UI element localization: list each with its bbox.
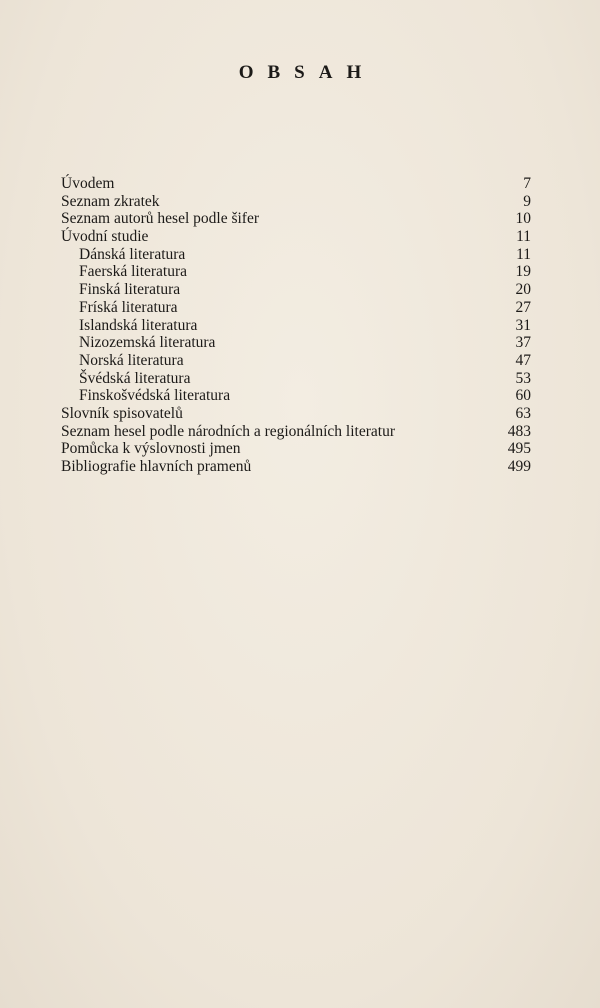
toc-subrow bbox=[61, 281, 531, 299]
toc-entry-page: 27 bbox=[515, 298, 531, 316]
toc-subrow bbox=[61, 352, 531, 370]
toc-entry-page: 20 bbox=[515, 281, 531, 299]
toc-entry-page: 19 bbox=[515, 263, 531, 281]
toc-row bbox=[61, 228, 531, 246]
toc-entry-page: 7 bbox=[523, 175, 531, 192]
toc-entry-label: Bibliografie hlavních pramenů bbox=[61, 458, 252, 475]
toc-subrow bbox=[61, 387, 531, 405]
toc-entry-page: 11 bbox=[516, 245, 531, 263]
toc-row bbox=[61, 423, 531, 441]
page-title: OBSAH bbox=[238, 62, 376, 83]
toc-entry-page: 495 bbox=[507, 440, 531, 458]
toc-subrow bbox=[61, 370, 531, 388]
toc-entry-label: Pomůcka k výslovnosti jmen bbox=[61, 440, 241, 458]
toc-entry-label: Slovník spisovatelů bbox=[61, 404, 183, 422]
toc-entry-page: 37 bbox=[515, 334, 531, 352]
toc-entry-page: 53 bbox=[515, 369, 531, 387]
toc-entry-label: Finskošvédská literatura bbox=[79, 387, 231, 405]
toc-entry-label: Faerská literatura bbox=[79, 263, 188, 281]
toc-row bbox=[61, 210, 531, 228]
toc-entry-page: 47 bbox=[515, 351, 531, 369]
toc-entry-page: 31 bbox=[515, 316, 531, 334]
toc-entry-page: 483 bbox=[507, 422, 531, 440]
table-of-contents bbox=[61, 175, 531, 476]
toc-entry-page: 11 bbox=[516, 228, 531, 246]
toc-entry-label: Seznam hesel podle národních a regionálních literatur bbox=[61, 422, 395, 440]
toc-row bbox=[61, 175, 531, 193]
toc-row bbox=[61, 440, 531, 458]
toc-entry-label: Úvodem bbox=[61, 175, 115, 192]
toc-row bbox=[61, 458, 531, 476]
toc-entry-label: Islandská literatura bbox=[79, 316, 198, 334]
toc-entry-label: Nizozemská literatura bbox=[79, 334, 216, 352]
toc-entry-label: Seznam autorů hesel podle šifer bbox=[61, 210, 259, 228]
toc-subrow bbox=[61, 299, 531, 317]
toc-subrow bbox=[61, 334, 531, 352]
toc-subrow bbox=[61, 317, 531, 335]
toc-row bbox=[61, 405, 531, 423]
toc-entry-label: Dánská literatura bbox=[79, 245, 186, 263]
toc-subrow bbox=[61, 263, 531, 281]
toc-entry-label: Seznam zkratek bbox=[61, 192, 160, 210]
toc-entry-page: 60 bbox=[515, 387, 531, 405]
toc-entry-label: Úvodní studie bbox=[61, 228, 149, 246]
toc-entry-page: 63 bbox=[515, 404, 531, 422]
toc-entry-label: Norská literatura bbox=[79, 351, 184, 369]
toc-entry-label: Švédská literatura bbox=[79, 369, 191, 387]
toc-row bbox=[61, 193, 531, 211]
toc-entry-label: Finská literatura bbox=[79, 281, 181, 299]
toc-subrow bbox=[61, 246, 531, 264]
toc-entry-label: Fríská literatura bbox=[79, 298, 178, 316]
toc-entry-page: 10 bbox=[515, 210, 531, 228]
toc-entry-page: 9 bbox=[523, 192, 531, 210]
toc-entry-page: 499 bbox=[507, 458, 531, 475]
